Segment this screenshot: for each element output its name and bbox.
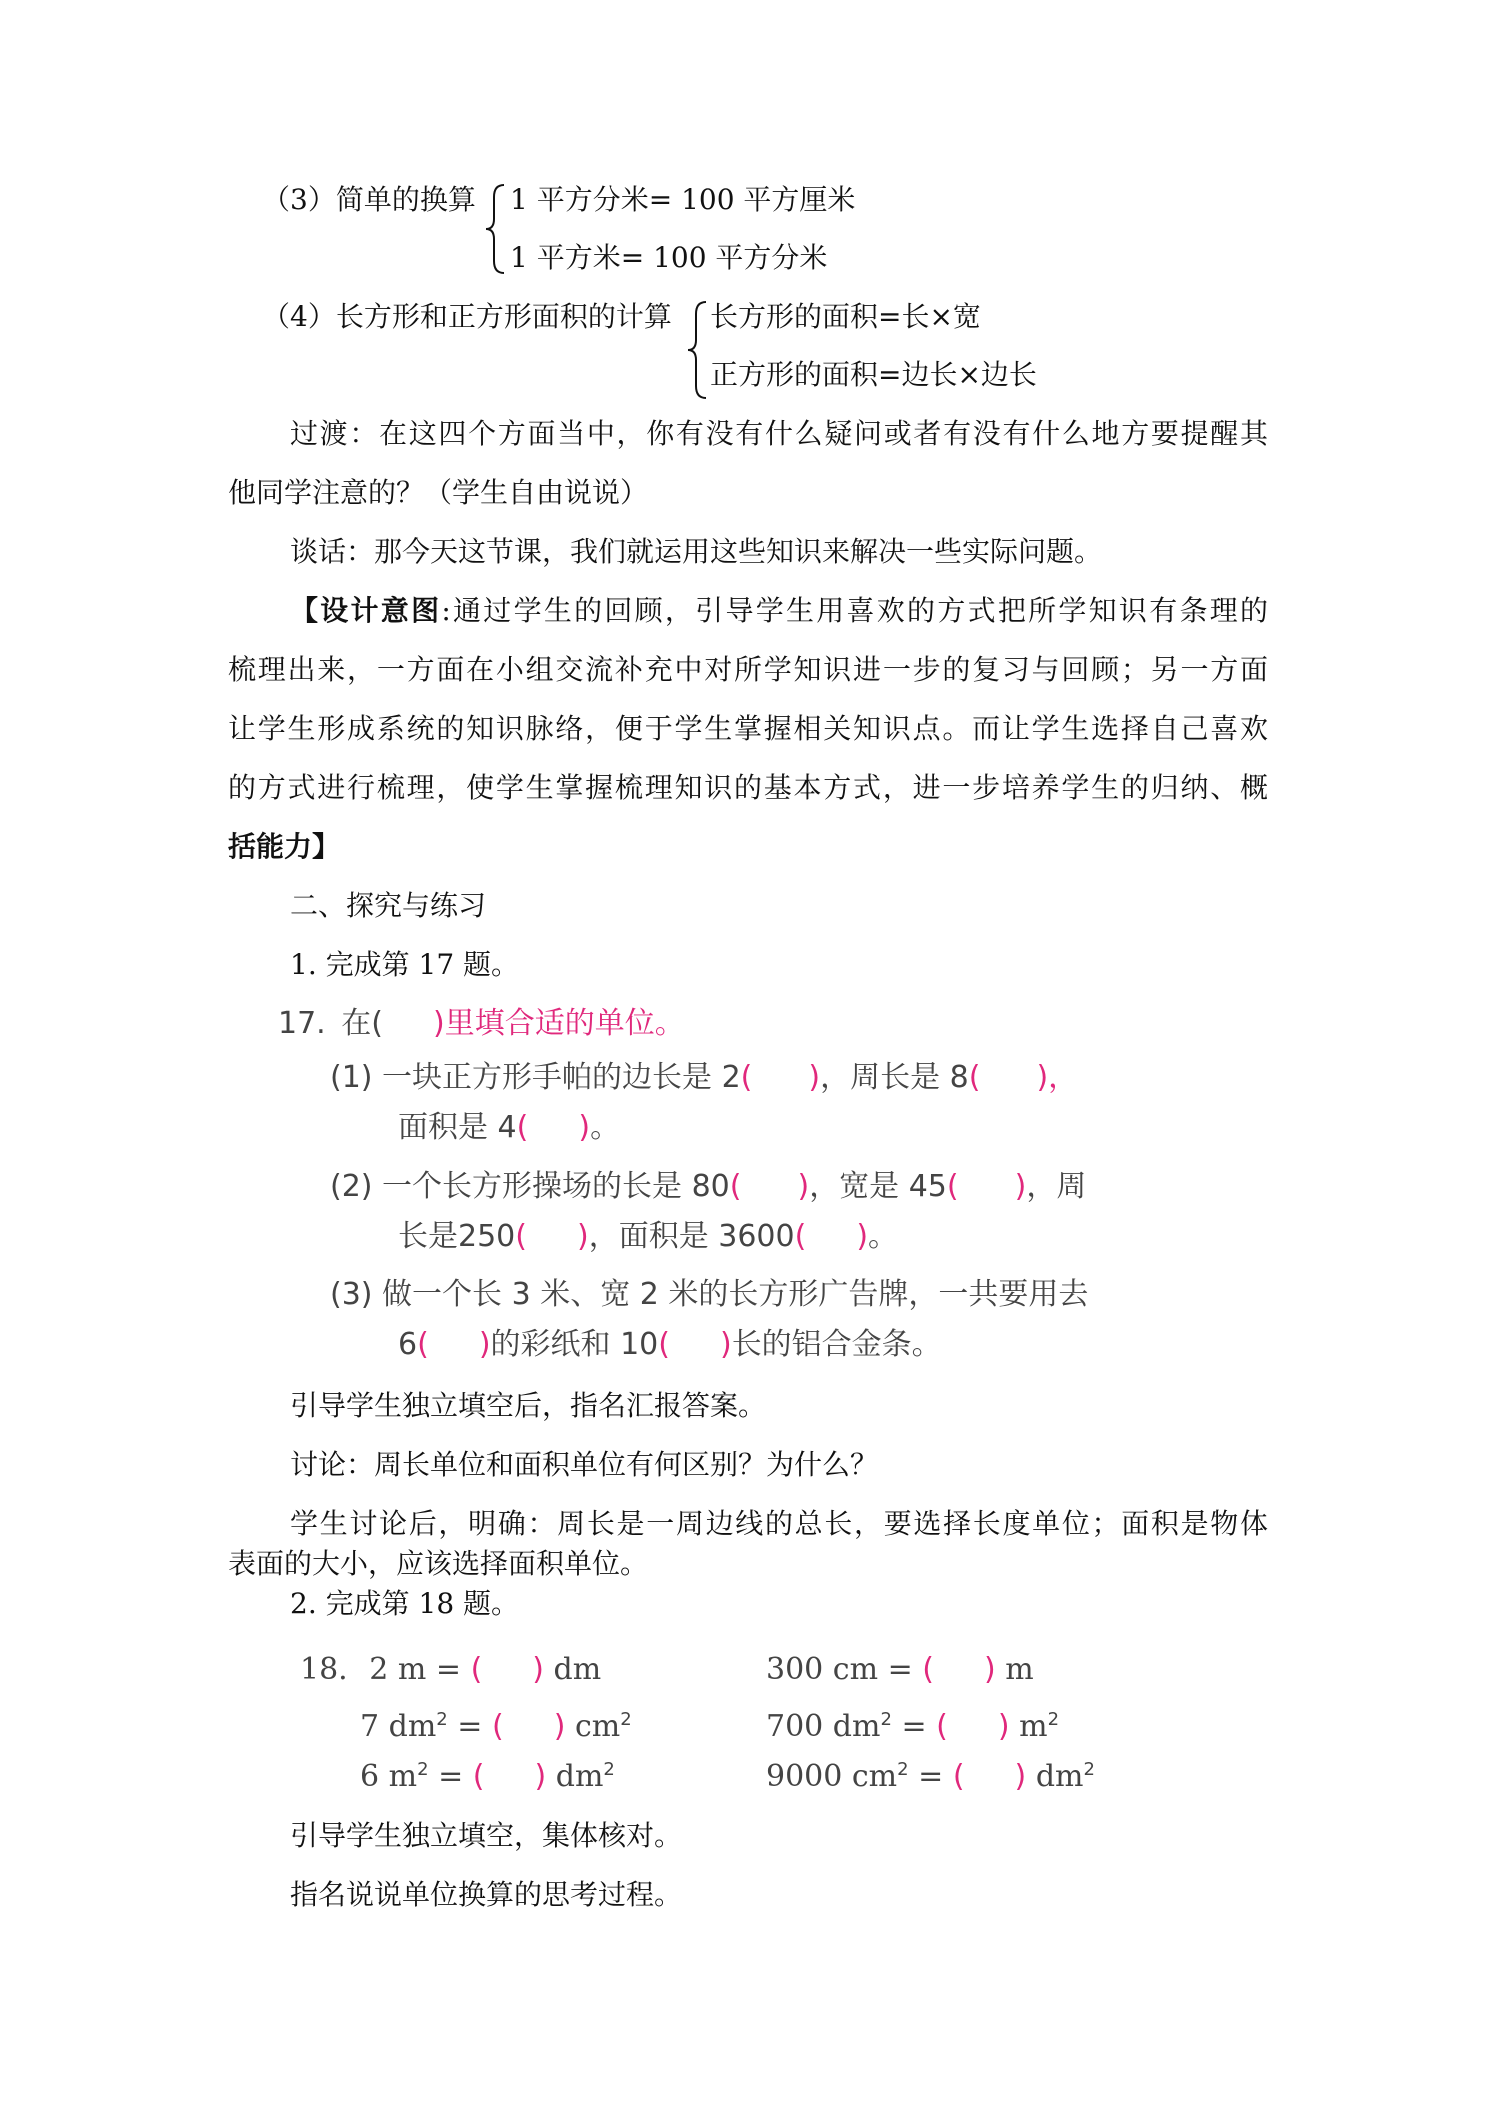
ex17-p1-b: ，周长是 8 xyxy=(820,1060,969,1095)
eq-sign: = xyxy=(908,1759,944,1794)
design-line2: 梳理出来，一方面在小组交流补充中对所学知识进一步的复习与回顾；另一方面 xyxy=(228,653,1268,686)
after18-explain: 指名说说单位换算的思考过程。 xyxy=(290,1878,683,1911)
task2-text: 2. 完成第 18 题。 xyxy=(290,1587,520,1620)
after17-guide: 引导学生独立填空后，指名汇报答案。 xyxy=(290,1389,767,1422)
item4-line2: 正方形的面积=边长×边长 xyxy=(710,358,1037,391)
ex18-r1-left: 2 m = xyxy=(369,1652,462,1687)
paren-close: ) xyxy=(983,1652,996,1687)
ex18-r3-right: 9000 cm xyxy=(766,1759,898,1794)
task1-text: 1. 完成第 17 题。 xyxy=(290,948,520,981)
item4-brace xyxy=(686,300,708,400)
paren-open: ( xyxy=(952,1759,965,1794)
paren-open: ( xyxy=(472,1759,485,1794)
paren-close: ) xyxy=(576,1219,589,1254)
design-line3: 让学生形成系统的知识脉络，便于学生掌握相关知识点。而让学生选择自己喜欢 xyxy=(228,712,1268,745)
ex17-p3-a: (3) 做一个长 3 米、宽 2 米的长方形广告牌，一共要用去 xyxy=(330,1277,1089,1312)
ex18-row1-left xyxy=(300,1650,601,1690)
sq-mark: 2 xyxy=(436,1709,448,1730)
paren-close: )， xyxy=(1036,1060,1079,1095)
ex17-p1-a: (1) 一块正方形手帕的边长是 2 xyxy=(330,1060,741,1095)
section2-title: 二、探究与练习 xyxy=(290,889,487,922)
paren-close: ) xyxy=(1014,1759,1027,1794)
paren-open: ( xyxy=(491,1709,504,1744)
paren-close: ) xyxy=(856,1219,869,1254)
ex18-r3-left-unit: dm xyxy=(555,1759,604,1794)
ex17-num: 17. xyxy=(278,1006,326,1041)
ex18-r2-left: 7 dm xyxy=(360,1709,437,1744)
ex18-r2-right-unit: m xyxy=(1019,1709,1048,1744)
ex18-r2-left-unit: cm xyxy=(574,1709,621,1744)
ex17-p2-c: ，周 xyxy=(1026,1169,1087,1204)
paren-close: ) xyxy=(719,1327,732,1362)
paren-close: ) xyxy=(478,1327,491,1362)
ex18-r3-right-unit: dm xyxy=(1035,1759,1084,1794)
paren-open: ( xyxy=(740,1060,753,1095)
design-line5: 括能力】 xyxy=(228,830,341,863)
sq-mark: 2 xyxy=(417,1759,429,1780)
paren-open: ( xyxy=(470,1652,483,1687)
design-line1 xyxy=(290,591,1268,631)
ex17-p2-a: (2) 一个长方形操场的长是 80 xyxy=(330,1169,730,1204)
ex17-p2-b: ，宽是 45 xyxy=(809,1169,947,1204)
ex17-p1-line1 xyxy=(330,1058,1078,1098)
item3-brace xyxy=(484,183,506,275)
paren-open: ( xyxy=(729,1169,742,1204)
paren-open: ( xyxy=(922,1652,934,1687)
paren-close: ) xyxy=(532,1652,544,1687)
paren-close: ) xyxy=(1014,1169,1027,1204)
ex18-r1-left-unit: dm xyxy=(553,1652,602,1687)
ex17-intro xyxy=(278,1004,685,1044)
eq-sign: = xyxy=(447,1709,483,1744)
after17-clarify2: 表面的大小，应该选择面积单位。 xyxy=(228,1547,649,1580)
item3-line2: 1 平方米= 100 平方分米 xyxy=(510,241,828,274)
ex17-p2-line2 xyxy=(398,1217,898,1257)
ex18-row3-left xyxy=(360,1750,615,1797)
ex18-num: 18. xyxy=(300,1652,348,1687)
ex18-row2-right xyxy=(766,1700,1059,1747)
item4-label: （4）长方形和正方形面积的计算 xyxy=(262,300,672,333)
eq-sign: = xyxy=(891,1709,927,1744)
sq-mark: 2 xyxy=(603,1759,615,1780)
ex17-p3-line1 xyxy=(330,1275,1088,1315)
ex18-row2-left xyxy=(360,1700,632,1747)
ex17-p2-e: ，面积是 3600 xyxy=(588,1219,795,1254)
ex17-p2-end: 。 xyxy=(868,1219,899,1254)
transition-line1: 过渡：在这四个方面当中，你有没有什么疑问或者有没有什么地方要提醒其 xyxy=(290,417,1268,450)
ex17-p1-c: 面积是 4 xyxy=(398,1110,517,1145)
paren-open: ( xyxy=(658,1327,670,1362)
ex17-p1-end: 。 xyxy=(590,1110,621,1145)
paren-open: ( xyxy=(946,1169,959,1204)
ex17-intro-close: )里填合适的单位。 xyxy=(432,1006,685,1041)
ex17-p3-line2 xyxy=(398,1325,942,1365)
transition-line2: 他同学注意的？（学生自由说说） xyxy=(228,476,649,509)
paren-close: ) xyxy=(997,1709,1010,1744)
sq-mark: 2 xyxy=(897,1759,909,1780)
design-label: 【设计意图 xyxy=(290,594,442,627)
item3-line1: 1 平方分米= 100 平方厘米 xyxy=(510,183,856,216)
item3-label: （3）简单的换算 xyxy=(262,183,476,216)
sq-mark: 2 xyxy=(1083,1759,1095,1780)
after17-discuss: 讨论：周长单位和面积单位有何区别？为什么？ xyxy=(290,1448,879,1481)
ex18-r1-right-unit: m xyxy=(1005,1652,1034,1687)
ex18-r3-left: 6 m xyxy=(360,1759,418,1794)
ex17-intro-pre: 在( xyxy=(341,1006,383,1041)
paren-close: ) xyxy=(578,1110,591,1145)
sq-mark: 2 xyxy=(1047,1709,1060,1730)
paren-open: ( xyxy=(936,1709,948,1744)
paren-close: ) xyxy=(797,1169,810,1204)
paren-open: ( xyxy=(794,1219,807,1254)
design-line4: 的方式进行梳理，使学生掌握梳理知识的基本方式，进一步培养学生的归纳、概 xyxy=(228,771,1268,804)
paren-close: ) xyxy=(534,1759,547,1794)
sq-mark: 2 xyxy=(620,1709,632,1730)
item4-line1: 长方形的面积=长×宽 xyxy=(710,300,981,333)
ex17-p2-line1 xyxy=(330,1167,1086,1207)
ex18-r1-right: 300 cm = xyxy=(766,1652,913,1687)
eq-sign: = xyxy=(428,1759,464,1794)
design-line1-text: :通过学生的回顾，引导学生用喜欢的方式把所学知识有条理的 xyxy=(441,594,1268,627)
ex17-p2-d: 长是250 xyxy=(398,1219,516,1254)
ex17-p3-b: 6 xyxy=(398,1327,418,1362)
ex17-p1-line2 xyxy=(398,1108,620,1148)
paren-open: ( xyxy=(515,1219,527,1254)
talk-text: 谈话：那今天这节课，我们就运用这些知识来解决一些实际问题。 xyxy=(290,535,1103,568)
after18-guide: 引导学生独立填空，集体核对。 xyxy=(290,1819,683,1852)
paren-close: ) xyxy=(808,1060,821,1095)
sq-mark: 2 xyxy=(880,1709,892,1730)
paren-close: ) xyxy=(553,1709,566,1744)
ex18-r2-right: 700 dm xyxy=(766,1709,881,1744)
paren-open: ( xyxy=(968,1060,981,1095)
ex18-row3-right xyxy=(766,1750,1095,1797)
ex17-p3-d: 长的铝合金条。 xyxy=(731,1327,942,1362)
paren-open: ( xyxy=(417,1327,429,1362)
paren-open: ( xyxy=(516,1110,529,1145)
ex18-row1-right xyxy=(766,1650,1034,1690)
ex17-p3-c: 的彩纸和 10 xyxy=(490,1327,659,1362)
after17-clarify1: 学生讨论后，明确：周长是一周边线的总长，要选择长度单位；面积是物体 xyxy=(290,1507,1268,1540)
